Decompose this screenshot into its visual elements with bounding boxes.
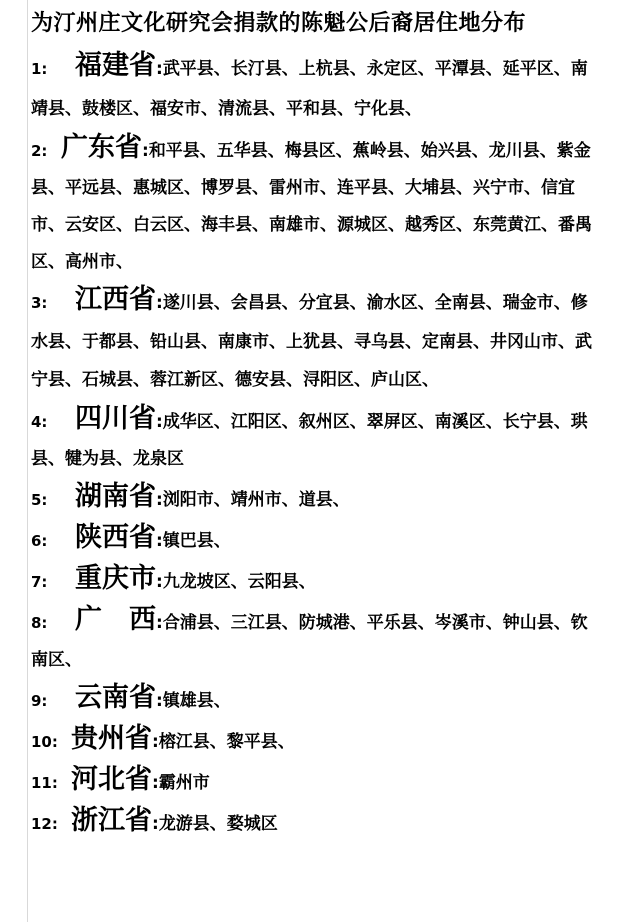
entry-number: 7:: [31, 572, 48, 591]
place-list: 镇巴县、: [162, 530, 231, 551]
entry-colon: :: [152, 772, 159, 793]
province-name: 河北省: [71, 763, 152, 795]
place-list: 九龙坡区、云阳县、: [162, 571, 316, 592]
place-list: 和平县、五华县、梅县区、蕉岭县、始兴县、龙川县、紫金县、平远县、惠城区、博罗县、雷州市、连平县、大埔县、兴宁市、信宜市、云安区、白云区、海丰县、南雄市、源城区、越秀区、东莞黄江、番禺区、高州市、: [31, 141, 592, 272]
entry-colon: :: [152, 731, 159, 752]
province-name: 江西省: [75, 284, 156, 315]
entry-colon: :: [152, 813, 159, 834]
place-list: 成华区、江阳区、叙州区、翠屏区、南溪区、长宁县、珙县、犍为县、龙泉区: [31, 411, 588, 469]
entry-guizhou: [31, 720, 597, 761]
entry-colon: :: [156, 530, 163, 551]
entry-number: 6:: [31, 531, 48, 550]
place-list: 遂川县、会昌县、分宜县、渝水区、全南县、瑞金市、修水县、于都县、铅山县、南康市、上犹县、寻乌县、定南县、井冈山市、武宁县、石城县、蓉江新区、德安县、浔阳区、庐山区、: [31, 293, 592, 390]
province-name: 陕西省: [75, 521, 156, 553]
province-name: 广东省: [61, 132, 142, 163]
entry-number: 5:: [31, 490, 48, 509]
province-name: 重庆市: [75, 562, 156, 594]
entry-hunan: [31, 478, 597, 519]
entry-colon: :: [156, 59, 163, 79]
entry-number: 1:: [31, 60, 48, 78]
entry-colon: :: [156, 489, 163, 510]
entry-guangdong: [31, 129, 597, 281]
entry-colon: :: [156, 571, 163, 592]
place-list: 合浦县、三江县、防城港、平乐县、岑溪市、钟山县、钦南区、: [31, 612, 588, 670]
entry-chongqing: [31, 560, 597, 601]
entry-number: 2:: [31, 142, 48, 160]
entry-guangxi: [31, 601, 597, 679]
entry-number: 8:: [31, 613, 48, 632]
province-name: 四川省: [75, 402, 156, 434]
place-list: 浏阳市、靖州市、道县、: [162, 489, 350, 510]
entry-number: 11:: [31, 773, 58, 792]
entry-zhejiang: [31, 802, 597, 843]
entry-colon: :: [156, 411, 163, 432]
province-name: 浙江省: [71, 804, 152, 836]
entry-jiangxi: [31, 281, 597, 400]
province-name: 广 西: [75, 603, 156, 635]
document-title: 为汀州庄文化研究会捐款的陈魁公后裔居住地分布: [31, 11, 527, 36]
entry-shaanxi: [31, 519, 597, 560]
place-list: 榕江县、黎平县、: [158, 731, 295, 752]
entry-number: 3:: [31, 294, 48, 312]
entry-sichuan: [31, 400, 597, 478]
place-list: 武平县、长汀县、上杭县、永定区、平潭县、延平区、南靖县、鼓楼区、福安市、清流县、平和县、宁化县、: [31, 59, 588, 119]
place-list: 龙游县、婺城区: [158, 813, 278, 834]
entry-colon: :: [142, 141, 149, 161]
entry-number: 9:: [31, 691, 48, 710]
province-name: 云南省: [75, 681, 156, 713]
place-list: 霸州市: [158, 772, 210, 793]
entry-number: 10:: [31, 732, 58, 751]
province-name: 福建省: [75, 50, 156, 81]
place-list: 镇雄县、: [162, 690, 231, 711]
entry-number: 4:: [31, 412, 48, 431]
entry-number: 12:: [31, 814, 58, 833]
entry-colon: :: [156, 293, 163, 313]
province-name: 贵州省: [71, 722, 152, 754]
entry-yunnan: [31, 679, 597, 720]
entry-colon: :: [156, 690, 163, 711]
entry-colon: :: [156, 612, 163, 633]
entry-hebei: [31, 761, 597, 802]
entry-fujian: [31, 46, 597, 129]
province-name: 湖南省: [75, 480, 156, 512]
